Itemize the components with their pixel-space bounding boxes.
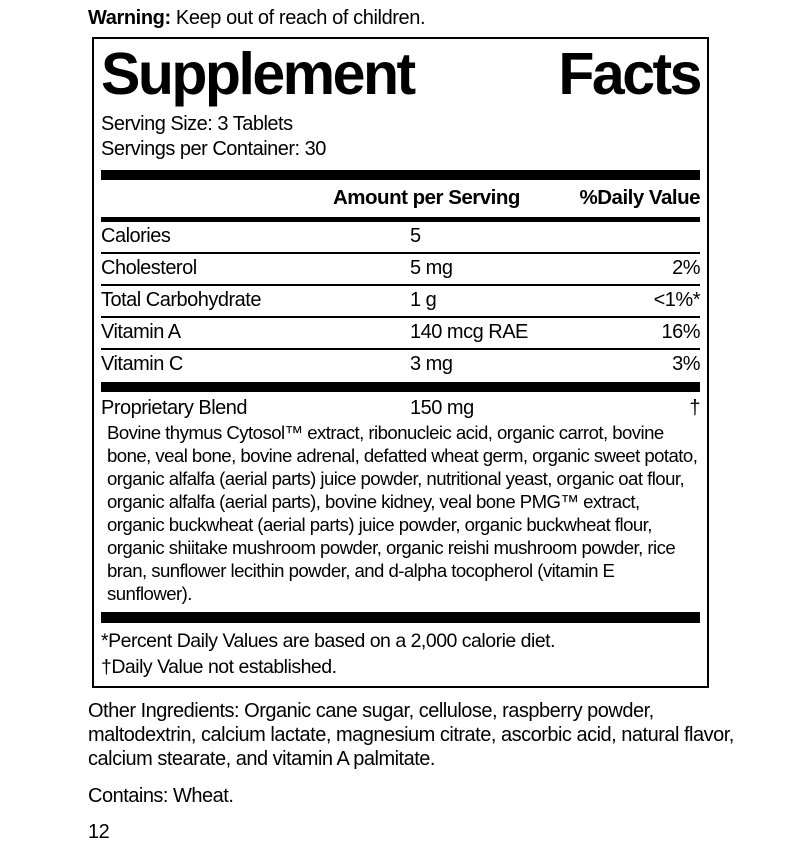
nutrient-row-cholesterol: [101, 254, 700, 286]
facts-title: [101, 42, 700, 106]
nutrient-row-vitamin-c: [101, 350, 700, 380]
nutrient-daily-value: 3%: [672, 353, 700, 375]
nutrient-amount: 5 mg: [410, 257, 453, 279]
other-ingredients-paragraph: Other Ingredients: Organic cane sugar, cellulose, raspberry powder, maltodextrin, calcium lactate, magnesium citrate, ascorbic acid, natural flavor, calcium stearate, and vitamin A palmitate.: [88, 700, 734, 770]
nutrient-name: Calories: [101, 225, 171, 247]
nutrient-row-calories: [101, 222, 700, 254]
blend-amount: 150 mg: [410, 397, 474, 419]
blend-ingredients-paragraph: Bovine thymus Cytosol™ extract, ribonucleic acid, organic carrot, bovine bone, veal bone, bovine adrenal, defatted wheat germ, organic sweet potato, organic alfalfa (aerial parts) juice powder, nutritional yeast, organic oat flour, organic alfalfa (aerial parts), bovine kidney, veal bone PMG™ extract, organic buckwheat (aerial parts) juice powder, organic buckwheat flour, organic shiitake mushroom powder, organic reishi mushroom powder, rice bran, sunflower lecithin powder, and d-alpha tocopherol (vitamin E sunflower).: [107, 422, 698, 604]
column-header-daily-value: %Daily Value: [579, 186, 700, 209]
servings-per-container: Servings per Container: 30: [101, 138, 326, 160]
serving-size: Serving Size: 3 Tablets: [101, 113, 293, 135]
nutrient-name: Cholesterol: [101, 257, 197, 279]
blend-daily-value-dagger: †: [689, 397, 700, 419]
serving-info: [101, 112, 700, 162]
divider-thick-blend: [101, 382, 700, 392]
proprietary-blend-row: [101, 392, 700, 421]
footnotes: [101, 623, 700, 680]
nutrient-amount: 1 g: [410, 289, 437, 311]
column-header-row: [101, 180, 700, 217]
nutrient-daily-value: 16%: [661, 321, 700, 343]
nutrient-name: Vitamin A: [101, 321, 181, 343]
facts-title-left: Supplement: [101, 41, 414, 107]
blend-name: Proprietary Blend: [101, 397, 248, 419]
nutrient-daily-value: <1%*: [653, 289, 700, 311]
nutrient-daily-value: 2%: [672, 257, 700, 279]
nutrient-amount: 3 mg: [410, 353, 453, 375]
warning-line: [88, 6, 739, 30]
divider-thick-top: [101, 170, 700, 180]
supplement-facts-panel: [92, 37, 709, 688]
nutrient-amount: 5: [410, 225, 421, 247]
warning-text: Keep out of reach of children.: [170, 7, 426, 29]
nutrient-name: Total Carbohydrate: [101, 289, 261, 311]
footnote-percent-daily-values: *Percent Daily Values are based on a 2,000 calorie diet.: [101, 630, 556, 652]
column-header-amount: Amount per Serving: [333, 186, 520, 209]
nutrient-amount: 140 mcg RAE: [410, 321, 528, 343]
footnote-daily-value-not-established: †Daily Value not established.: [101, 655, 337, 678]
nutrient-row-total-carbohydrate: [101, 286, 700, 318]
page-number: 12: [88, 821, 110, 843]
facts-title-right: Facts: [558, 41, 700, 107]
warning-label: Warning:: [88, 7, 171, 29]
contains-statement: Contains: Wheat.: [88, 785, 234, 807]
nutrient-name: Vitamin C: [101, 353, 183, 375]
divider-thick-footnotes: [101, 612, 700, 623]
nutrient-row-vitamin-a: [101, 318, 700, 350]
